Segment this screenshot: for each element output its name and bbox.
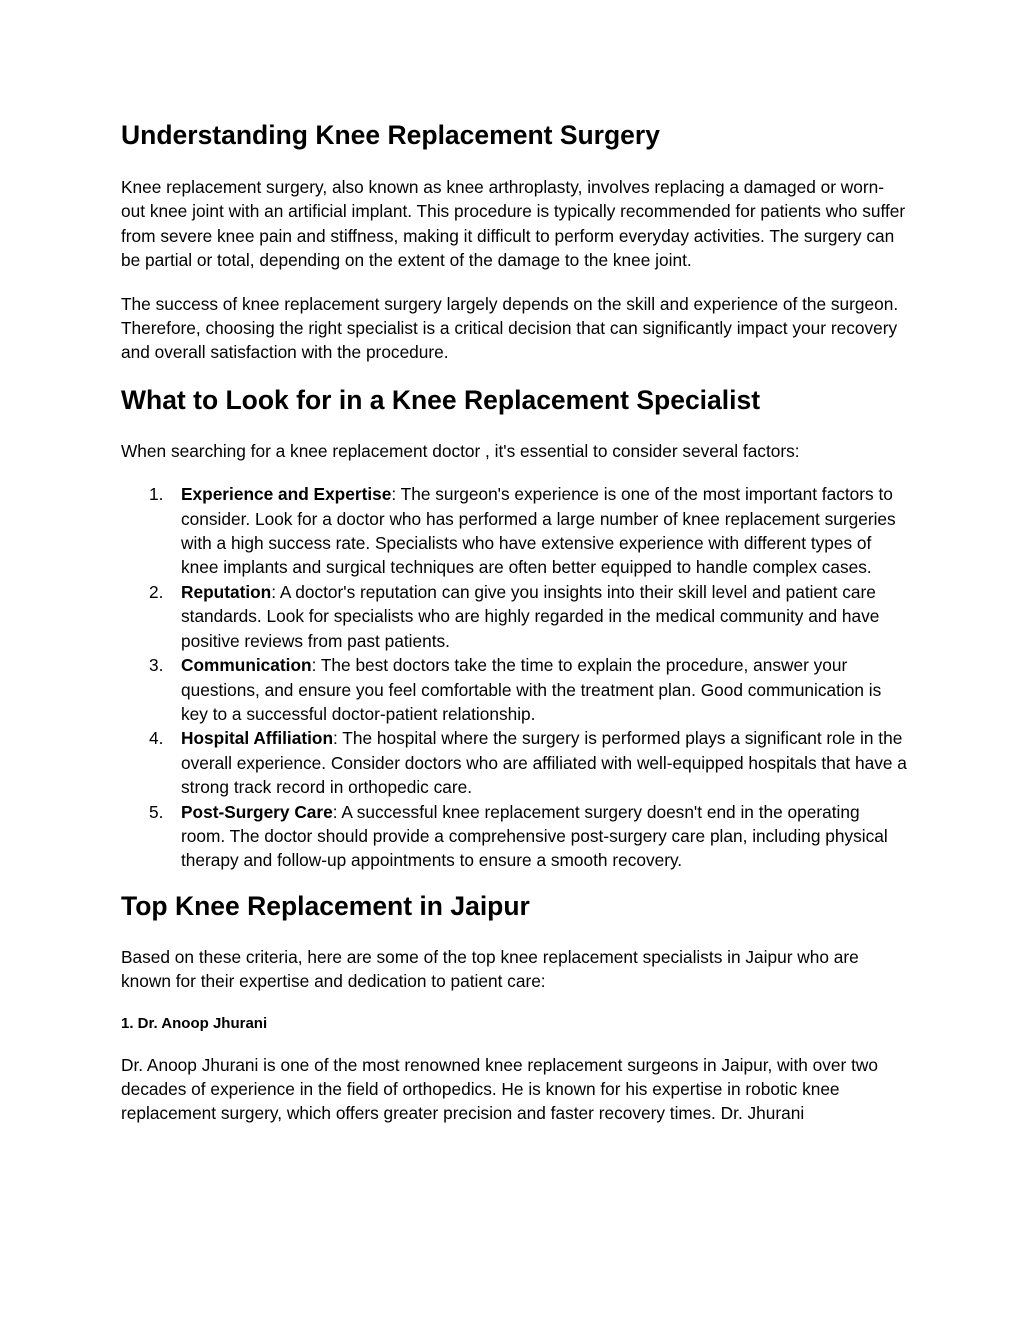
list-item-post-surgery-care [121, 800, 907, 873]
list-number: 3. [149, 655, 164, 676]
section-heading-understanding: Understanding Knee Replacement Surgery [121, 120, 660, 150]
factor-term: Reputation [181, 581, 272, 602]
factor-term: Communication [181, 655, 312, 676]
factor-term: Experience and Expertise [181, 484, 392, 505]
section-heading-what-to-look-for: What to Look for in a Knee Replacement Specialist [121, 384, 761, 415]
factor-description: : The hospital where the surgery is performed plays a significant role in the overall experience. Consider doctors who are affiliated with well-equipped hospitals that have a strong track record in orthopedic care. [181, 728, 907, 798]
list-item-experience [121, 482, 907, 580]
doctor-heading: 1. Dr. Anoop Jhurani [121, 1014, 268, 1032]
list-item-communication [121, 653, 907, 726]
list-number: 4. [149, 728, 164, 749]
factor-description: : The surgeon's experience is one of the most important factors to consider. Look for a doctor who has performed a large number of knee replacement surgeries with a high success rate. Specialists who have extensive experience with different types of knee implants and surgical techniques are often better equipped to handle complex cases. [181, 484, 896, 578]
document-content [121, 118, 907, 1126]
section-heading-top-knee-replacement: Top Knee Replacement in Jaipur [121, 890, 530, 921]
paragraph-doctor-bio: Dr. Anoop Jhurani is one of the most renowned knee replacement surgeons in Jaipur, with over two decades of experience in the field of orthopedics. He is known for his expertise in robotic knee replacement surgery, which offers greater precision and faster recovery times. Dr. Jhurani [121, 1054, 878, 1124]
factor-description: : A doctor's reputation can give you insights into their skill level and patient care standards. Look for specialists who are highly regarded in the medical community and have positive reviews from past patients. [181, 581, 880, 651]
paragraph-knee-replacement-intro: Knee replacement surgery, also known as knee arthroplasty, involves replacing a damaged or worn-out knee joint with an artificial implant. This procedure is typically recommended for patients who suffer from severe knee pain and stiffness, making it difficult to perform everyday activities. The surgery can be partial or total, depending on the extent of the damage to the knee joint. [121, 177, 906, 271]
list-number: 5. [149, 801, 164, 822]
list-item-reputation [121, 580, 907, 653]
paragraph-success-factors: The success of knee replacement surgery largely depends on the skill and experience of the surgeon. Therefore, choosing the right specialist is a critical decision that can significantly impact your recovery and overall satisfaction with the procedure. [121, 293, 899, 363]
factors-list [121, 482, 907, 873]
factor-term: Hospital Affiliation [181, 728, 334, 749]
list-item-hospital-affiliation [121, 726, 907, 799]
factor-description: : The best doctors take the time to explain the procedure, answer your questions, and ensure you feel comfortable with the treatment plan. Good communication is key to a successful doctor-patient relationship. [181, 655, 882, 724]
factor-term: Post-Surgery Care [181, 801, 333, 822]
factor-description: : A successful knee replacement surgery doesn't end in the operating room. The doctor should provide a comprehensive post-surgery care plan, including physical therapy and follow-up appointments to ensure a smooth recovery. [181, 801, 888, 871]
list-number: 2. [149, 581, 164, 602]
list-number: 1. [149, 484, 164, 505]
paragraph-factors-intro: When searching for a knee replacement doctor , it's essential to consider several factors: [121, 440, 800, 461]
paragraph-criteria-intro: Based on these criteria, here are some of the top knee replacement specialists in Jaipur who are known for their expertise and dedication to patient care: [121, 946, 859, 992]
